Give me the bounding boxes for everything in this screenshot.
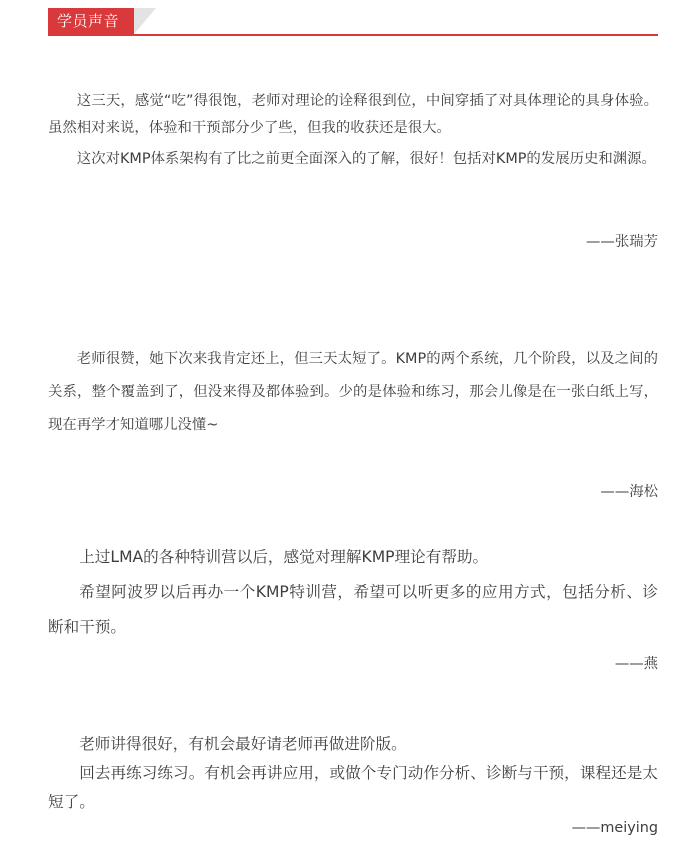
- testimonial-author: ——燕: [614, 656, 658, 672]
- header-divider: [48, 34, 658, 36]
- testimonial-paragraph: 这三天，感觉“吃”得很饱，老师对理论的诠释很到位，中间穿插了对具体理论的具身体验。虽然相对来说，体验和干预部分少了些，但我的收获还是很大。: [48, 93, 658, 136]
- testimonial-paragraph: 希望阿波罗以后再办一个KMP特训营，希望可以听更多的应用方式，包括分析、诊断和干预。: [48, 583, 658, 636]
- testimonial-paragraph: 老师很赞，她下次来我肯定还上，但三天太短了。KMP的两个系统，几个阶段，以及之间的关系，整个覆盖到了，但没来得及都体验到。少的是体验和练习，那会儿像是在一张白纸上写，现在再学才知道哪儿没懂~: [48, 351, 658, 433]
- testimonial-3: [48, 540, 658, 645]
- section-title: 学员声音: [48, 8, 134, 34]
- testimonial-paragraph: 回去再练习练习。有机会再讲应用，或做个专门动作分析、诊断与干预，课程还是太短了。: [48, 764, 658, 811]
- testimonial-paragraph: 上过LMA的各种特训营以后，感觉对理解KMP理论有帮助。: [79, 548, 489, 566]
- testimonial-author: ——海松: [600, 484, 658, 500]
- testimonial-1: [48, 88, 658, 173]
- testimonial-paragraph: 老师讲得很好，有机会最好请老师再做进阶版。: [79, 735, 407, 753]
- testimonial-author: ——张瑞芳: [586, 234, 658, 250]
- testimonial-paragraph: 这次对KMP体系架构有了比之前更全面深入的了解，很好！包括对KMP的发展历史和渊源。: [76, 151, 656, 167]
- testimonial-4: [48, 730, 658, 817]
- header-tab-slant: [134, 8, 156, 34]
- testimonial-2: [48, 343, 658, 442]
- section-header: [48, 8, 658, 38]
- testimonial-author: ——meiying: [571, 820, 658, 836]
